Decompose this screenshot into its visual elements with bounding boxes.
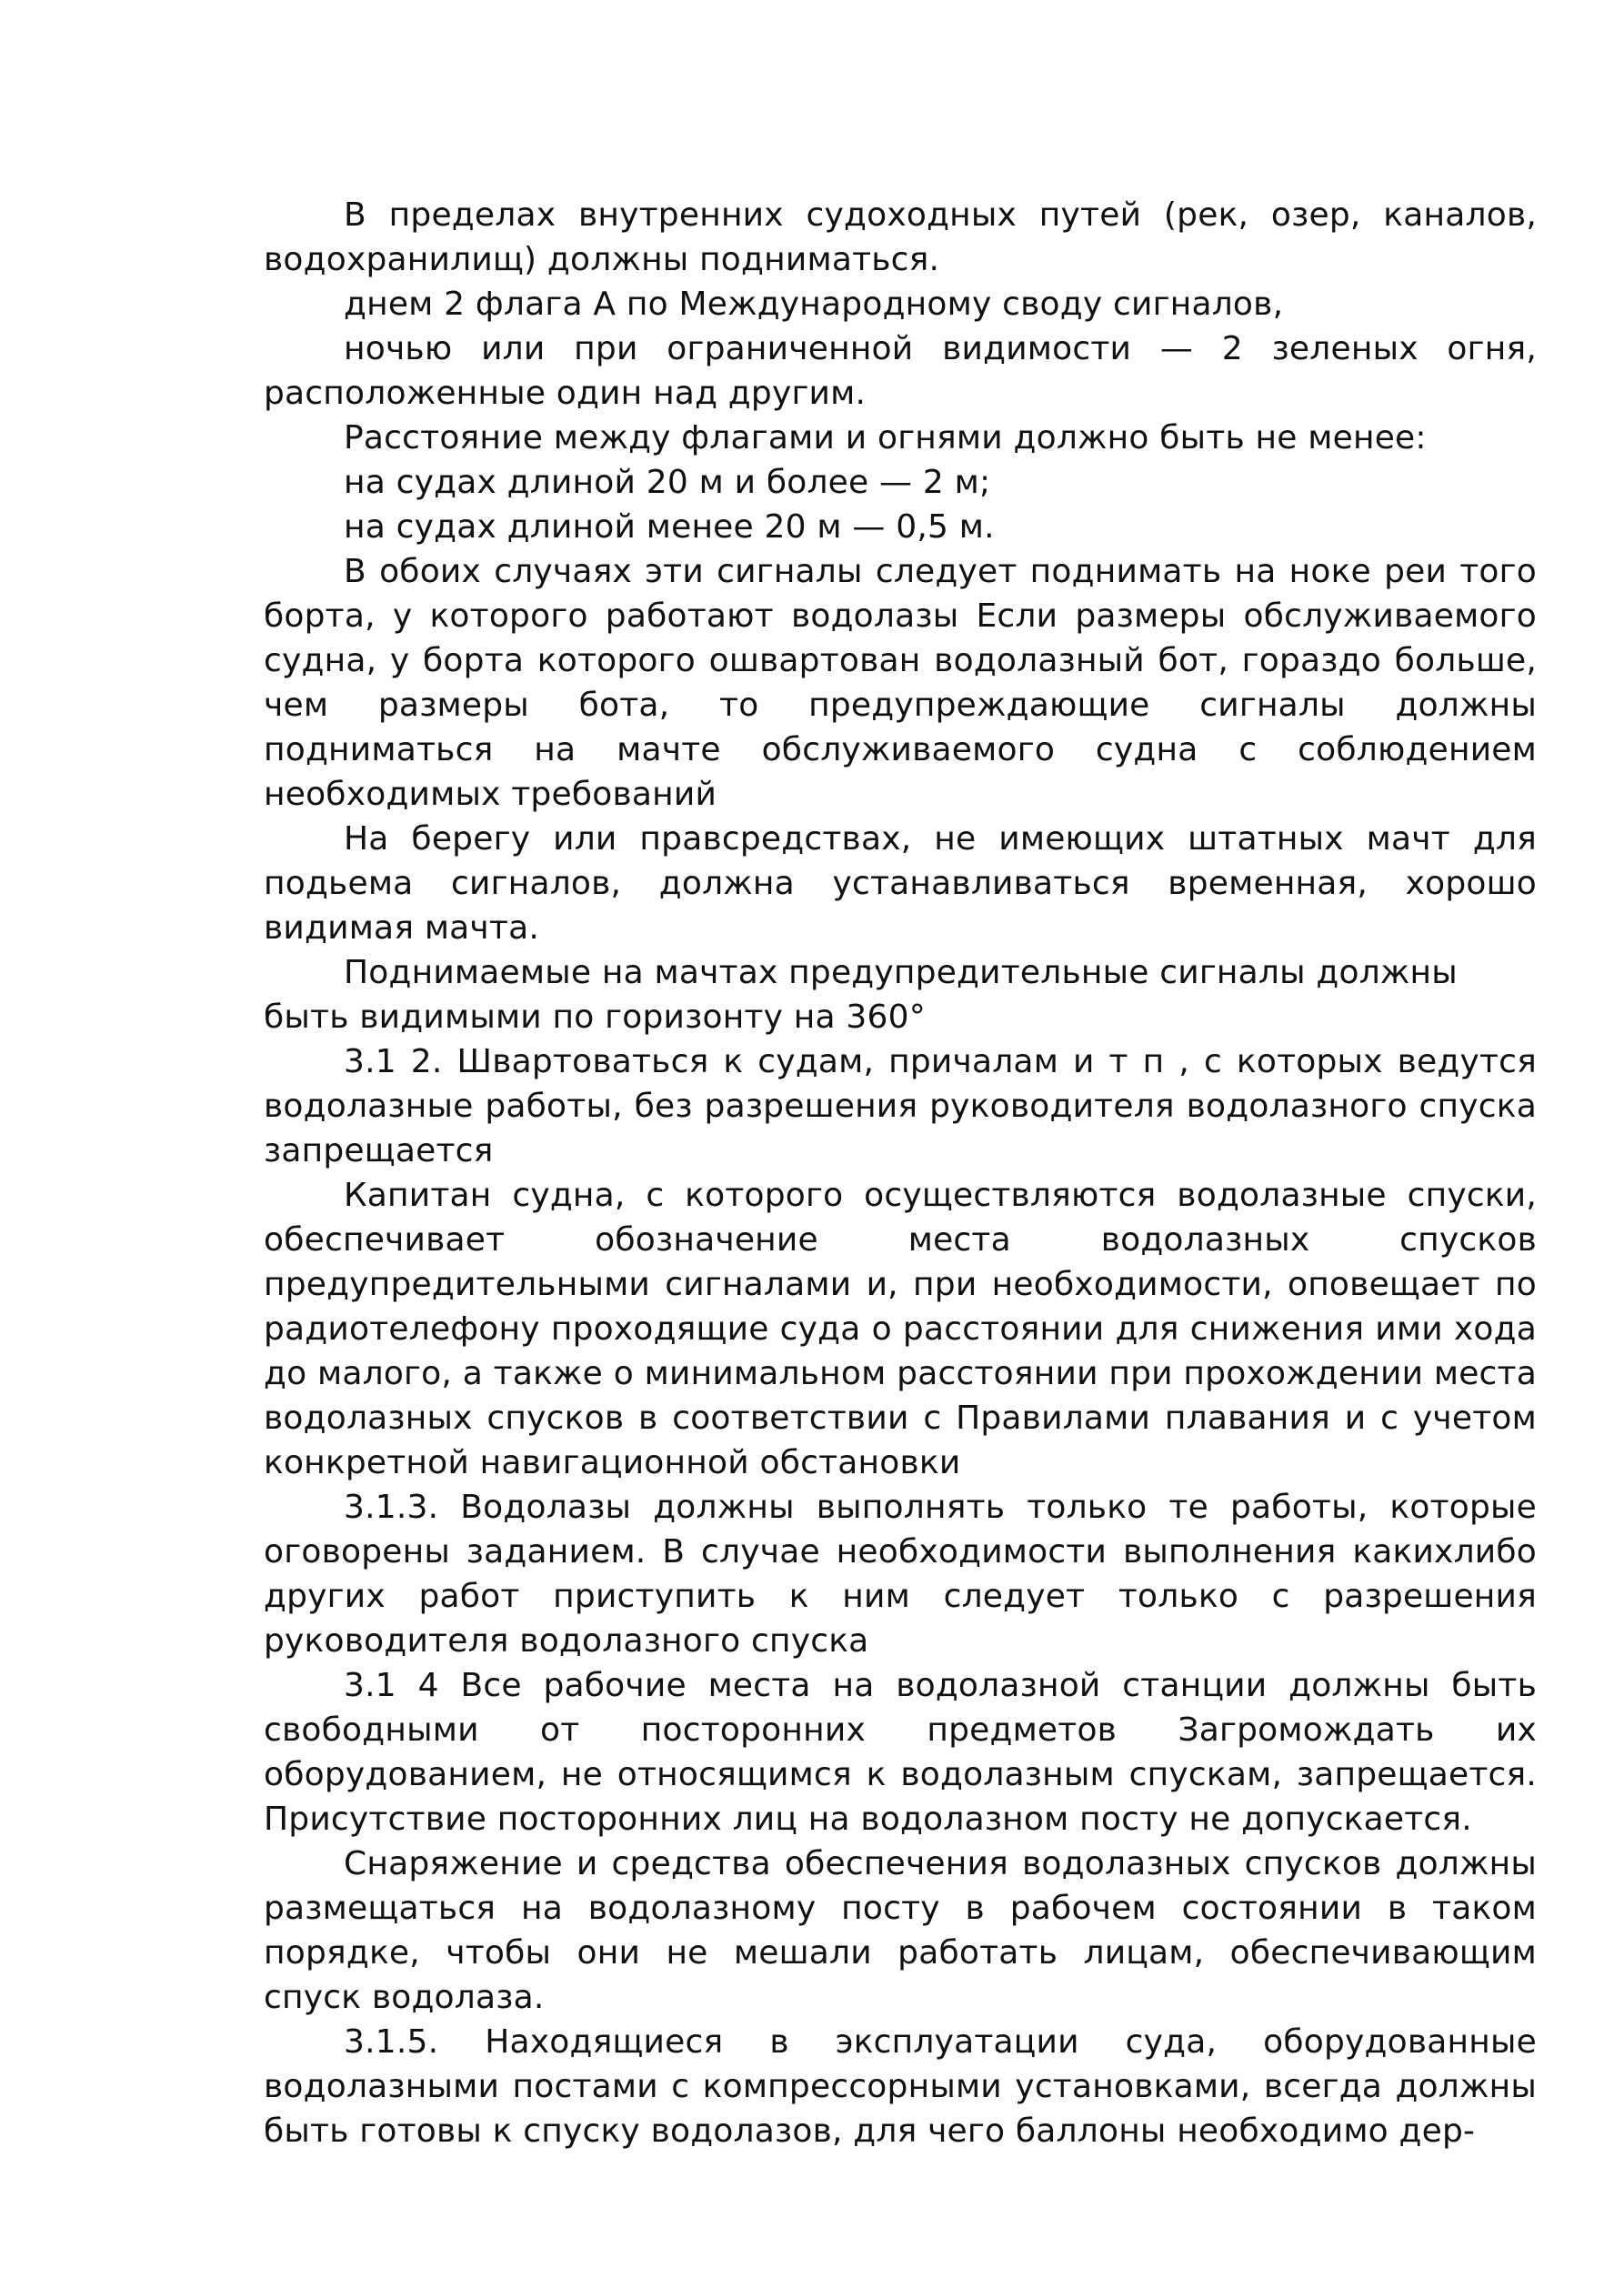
- paragraph-section-3-1-3: 3.1.3. Водолазы должны выполнять только те работы, которые оговорены заданием. В случае необходимости выполнения какихлибо других работ приступить к ним следует только с разрешения руководителя водолазного спуска: [264, 1489, 1537, 1660]
- paragraph-night-lights: ночью или при ограниченной видимости — 2 зеленых огня, расположенные один над другим.: [264, 330, 1537, 412]
- paragraph-section-3-1-2: 3.1 2. Швартоваться к судам, причалам и т п , с которых ведутся водолазные работы, без разрешения руководителя водолазного спуска запрещается: [264, 1043, 1537, 1169]
- paragraph-distance-requirement: Расстояние между флагами и огнями должно быть не менее:: [344, 419, 1427, 457]
- paragraph-visibility-360: Поднимаемые на мачтах предупредительные сигналы должны быть видимыми по горизонту на 360°: [264, 954, 1458, 1036]
- paragraph-inland-waterways: В пределах внутренних судоходных путей (рек, озер, каналов, водохранилищ) должны подниматься.: [264, 196, 1537, 278]
- paragraph-section-3-1-5: 3.1.5. Находящиеся в эксплуатации суда, оборудованные водолазными постами с компрессорными установками, всегда должны быть готовы к спуску водолазов, для чего баллоны необходимо дер-: [264, 2023, 1537, 2150]
- paragraph-equipment-placement: Снаряжение и средства обеспечения водолазных спусков должны размещаться на водолазному посту в рабочем состоянии в таком порядке, чтобы они не мешали работать лицам, обеспечивающим спуск водолаза.: [264, 1845, 1537, 2016]
- body-text: [264, 193, 1537, 2153]
- paragraph-distance-short-vessels: на судах длиной менее 20 м — 0,5 м.: [344, 508, 995, 546]
- paragraph-distance-long-vessels: на судах длиной 20 м и более — 2 м;: [344, 464, 991, 501]
- paragraph-captain-duties: Капитан судна, с которого осуществляются водолазные спуски, обеспечивает обозначение места водолазных спусков предупредительными сигналами и, при необходимости, оповещает по радиотелефону проходящие суда о расстоянии для снижения ими хода до малого, а также о минимальном расстоянии при прохождении места водолазных спусков в соответствии с Правилами плавания и с учетом конкретной навигационной обстановки: [264, 1177, 1537, 1481]
- paragraph-signal-placement: В обоих случаях эти сигналы следует поднимать на ноке реи того борта, у которого работают водолазы Если размеры обслуживаемого судна, у борта которого ошвартован водолазный бот, гораздо больше, чем размеры бота, то предупреждающие сигналы должны подниматься на мачте обслуживаемого судна с соблюдением необходимых требований: [264, 553, 1537, 813]
- paragraph-day-flags: днем 2 флага А по Международному своду сигналов,: [344, 286, 1284, 323]
- paragraph-shore-mast: На берегу или правсредствах, не имеющих штатных мачт для подьема сигналов, должна устанавливаться временная, хорошо видимая мачта.: [264, 820, 1537, 947]
- paragraph-section-3-1-4: 3.1 4 Все рабочие места на водолазной станции должны быть свободными от посторонних предметов Загромождать их оборудованием, не относящимся к водолазным спускам, запрещается. Присутствие посторонних лиц на водолазном посту не допускается.: [264, 1667, 1537, 1838]
